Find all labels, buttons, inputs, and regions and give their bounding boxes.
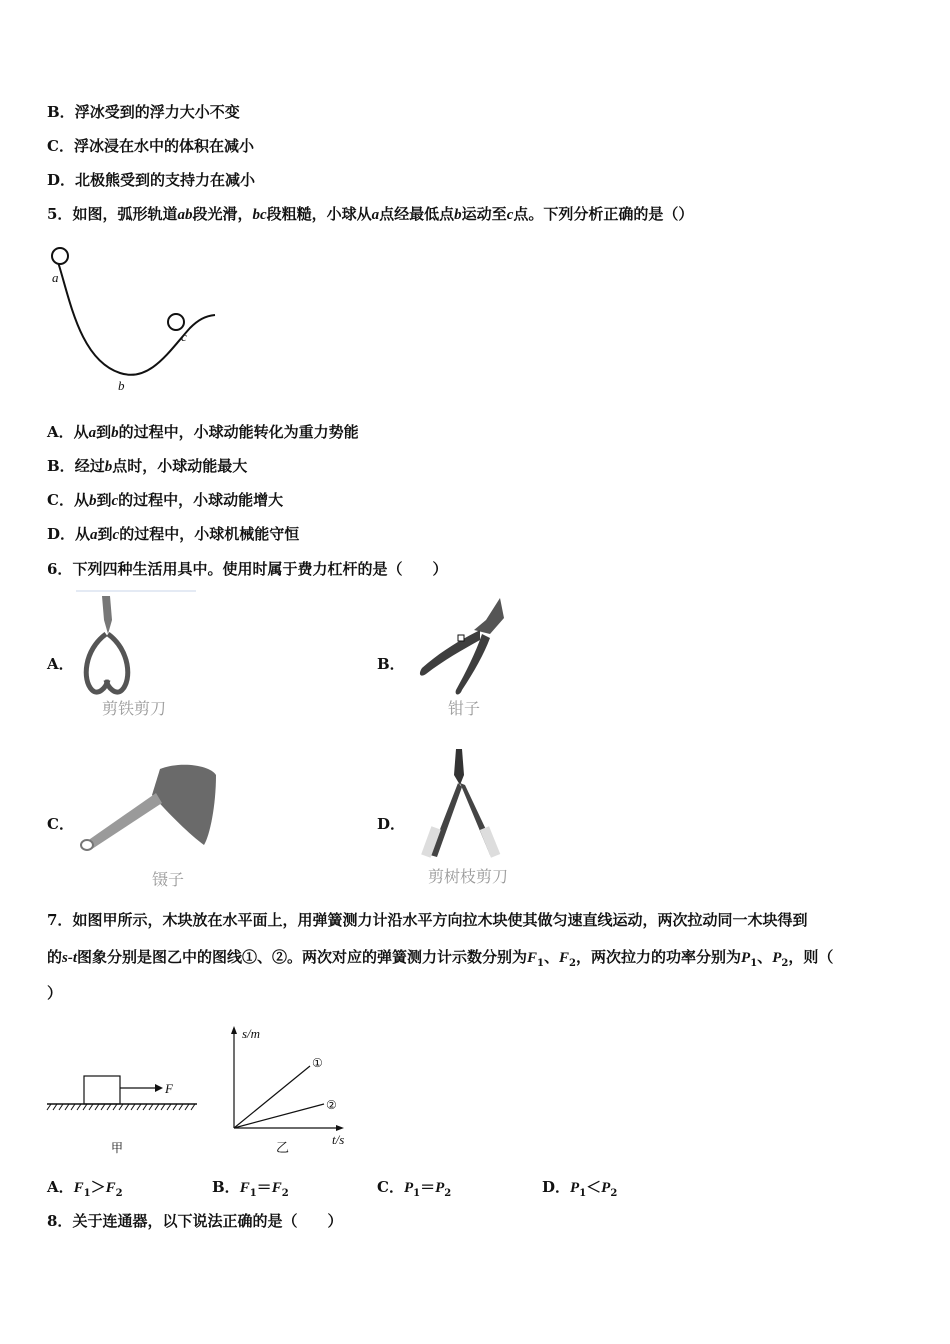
option-text: 的过程中，小球动能转化为重力势能	[118, 423, 359, 441]
q4-option-c	[47, 136, 254, 156]
stem-var: P	[772, 950, 782, 966]
stem-text: ，则（	[788, 948, 834, 966]
subscript: 2	[444, 1188, 452, 1199]
caption-jia: 甲	[111, 1141, 124, 1155]
subscript: 1	[249, 1188, 257, 1199]
ground-hatching	[47, 1104, 195, 1110]
q7-stem-line2	[47, 947, 833, 974]
caption: 剪树枝剪刀	[428, 867, 509, 886]
q6-option-a-image	[72, 590, 202, 720]
option-var: P	[435, 1180, 445, 1196]
operator: ＜	[586, 1178, 602, 1196]
stem-var: F	[559, 950, 570, 966]
q4-option-d	[47, 170, 255, 190]
operator: ＞	[90, 1178, 106, 1196]
option-text: 浮冰浸在水中的体积在减小	[73, 137, 254, 155]
option-var: F	[271, 1180, 282, 1196]
option-text: 从	[73, 491, 89, 509]
q6-option-c-image	[70, 755, 230, 895]
q7-figure-yi	[220, 1020, 360, 1160]
q7-stem-line1	[47, 910, 807, 930]
pruner-grip-right	[480, 826, 501, 858]
shear-handle-right	[106, 634, 128, 692]
q7-stem-line3: ）	[47, 984, 63, 1002]
label-a: a	[52, 270, 59, 285]
q6-option-b-letter: B．	[377, 655, 405, 673]
label-b: b	[118, 378, 125, 393]
option-letter: C．	[47, 137, 74, 155]
pruner-blade	[454, 749, 464, 785]
tweezer-tip	[81, 840, 93, 850]
option-letter: A．	[47, 1178, 74, 1196]
ball-at-c	[168, 314, 184, 330]
option-text: 的过程中，小球机械能守恒	[119, 525, 300, 543]
y-axis-label: s/m	[242, 1026, 261, 1041]
option-text: 北极熊受到的支持力在减小	[75, 171, 256, 189]
stem-var: P	[741, 950, 751, 966]
stem-text: 关于连通器，以下说法正确的是（ ）	[72, 1212, 343, 1230]
q6-option-b-image	[400, 590, 540, 720]
force-arrow-head	[155, 1084, 163, 1092]
stem-var: a	[371, 207, 380, 223]
line-2-label: ②	[326, 1098, 337, 1112]
option-text: 点时，小球动能最大	[112, 457, 248, 475]
line-2	[234, 1104, 324, 1128]
subscript: 2	[281, 1188, 289, 1199]
option-var: a	[90, 527, 98, 543]
q7-option-c	[377, 1177, 451, 1204]
stem-text: 图象分别是图乙中的图线①、②。两次对应的弹簧测力计示数分别为	[77, 948, 528, 966]
option-var: b	[104, 459, 113, 475]
option-letter: D．	[47, 171, 76, 189]
subscript: 2	[569, 958, 577, 969]
subscript: 2	[781, 958, 789, 969]
subscript: 1	[413, 1188, 421, 1199]
plier-pivot	[458, 635, 464, 641]
option-text: 从	[73, 423, 89, 441]
option-letter: D．	[542, 1178, 571, 1196]
option-letter: C．	[47, 491, 74, 509]
q8-stem	[47, 1211, 342, 1231]
q6-option-c-letter: C．	[47, 815, 74, 833]
option-var: F	[239, 1180, 250, 1196]
q5-option-d	[47, 524, 299, 545]
option-text: 到	[97, 525, 113, 543]
plier-jaw	[474, 598, 504, 634]
option-text: 的过程中，小球动能增大	[118, 491, 284, 509]
option-letter: C．	[377, 1178, 404, 1196]
option-text: 经过	[74, 457, 105, 475]
caption: 镊子	[152, 870, 185, 889]
q7-figure-jia	[45, 1070, 205, 1160]
subscript: 2	[115, 1188, 123, 1199]
q7-option-d	[542, 1177, 617, 1204]
force-label: F	[165, 1081, 173, 1096]
option-letter: D．	[47, 525, 76, 543]
x-axis-arrow	[336, 1125, 344, 1131]
option-letter: B．	[212, 1178, 240, 1196]
stem-text: 、	[544, 948, 560, 966]
ball-at-a	[52, 248, 68, 264]
q6-stem	[47, 559, 447, 579]
stem-text: 的	[47, 948, 63, 966]
stem-var: s-t	[62, 950, 78, 966]
subscript: 1	[83, 1188, 91, 1199]
stem-text: 点。下列分析正确的是（）	[513, 205, 694, 223]
question-number: 7．	[47, 911, 73, 929]
subscript: 2	[610, 1188, 618, 1199]
option-text: 到	[96, 423, 112, 441]
option-text: 浮冰受到的浮力大小不变	[74, 103, 240, 121]
stem-text: ，两次拉力的功率分别为	[576, 948, 742, 966]
y-axis-arrow	[231, 1026, 237, 1034]
stem-text: 段光滑，	[192, 205, 253, 223]
question-number: 5．	[47, 205, 73, 223]
question-number: 8．	[47, 1212, 73, 1230]
option-text: 到	[96, 491, 112, 509]
stem-text: 如图，弧形轨道	[72, 205, 178, 223]
option-var: b	[88, 493, 97, 509]
q4-option-b	[47, 102, 240, 122]
option-var: F	[105, 1180, 116, 1196]
stem-var: b	[454, 207, 462, 223]
q5-option-c	[47, 490, 283, 511]
q5-track-figure	[40, 240, 230, 400]
q5-stem	[47, 204, 693, 225]
stem-var: F	[527, 950, 538, 966]
option-var: c	[112, 527, 120, 543]
x-axis-label: t/s	[332, 1132, 345, 1147]
subscript: 1	[537, 958, 545, 969]
wood-block	[84, 1076, 120, 1104]
stem-var: c	[506, 207, 514, 223]
stem-text: 点经最低点	[379, 205, 455, 223]
q6-option-a-letter: A．	[47, 655, 74, 673]
option-letter: A．	[47, 423, 74, 441]
line-1-label: ①	[312, 1056, 323, 1070]
option-var: F	[73, 1180, 84, 1196]
q5-option-a	[47, 422, 359, 443]
q6-option-d-letter: D．	[377, 815, 406, 833]
shear-blade	[102, 596, 112, 634]
option-text: 从	[75, 525, 91, 543]
subscript: 1	[750, 958, 758, 969]
question-number: 6．	[47, 560, 73, 578]
stem-text: 、	[757, 948, 773, 966]
option-var: P	[570, 1180, 580, 1196]
stem-text: 段粗糙，小球从	[266, 205, 372, 223]
q6-option-d-image	[410, 745, 560, 890]
option-letter: B．	[47, 103, 75, 121]
subscript: 1	[579, 1188, 587, 1199]
option-var: c	[111, 493, 119, 509]
operator: ＝	[256, 1178, 272, 1196]
track-curve	[58, 262, 215, 375]
option-var: P	[601, 1180, 611, 1196]
caption-yi: 乙	[276, 1141, 290, 1156]
stem-text: 下列四种生活用具中。使用时属于费力杠杆的是（ ）	[72, 560, 448, 578]
q5-option-b	[47, 456, 247, 477]
q7-option-a	[47, 1177, 123, 1204]
tweezer-arm	[86, 793, 162, 849]
option-var: P	[403, 1180, 414, 1196]
option-letter: B．	[47, 457, 75, 475]
line-1	[234, 1066, 310, 1128]
option-var: a	[88, 425, 97, 441]
label-c: c	[181, 329, 187, 344]
caption: 钳子	[448, 699, 481, 718]
caption: 剪铁剪刀	[102, 699, 167, 718]
stem-var: ab	[177, 207, 193, 223]
q7-option-b	[212, 1177, 289, 1204]
stem-var: bc	[252, 207, 267, 223]
stem-text: 运动至	[461, 205, 507, 223]
operator: ＝	[420, 1178, 436, 1196]
stem-text: 如图甲所示，木块放在水平面上，用弹簧测力计沿水平方向拉木块使其做匀速直线运动，两次拉动同一木块得到	[72, 911, 808, 929]
tweezer-body	[152, 765, 216, 845]
option-var: b	[111, 425, 119, 441]
